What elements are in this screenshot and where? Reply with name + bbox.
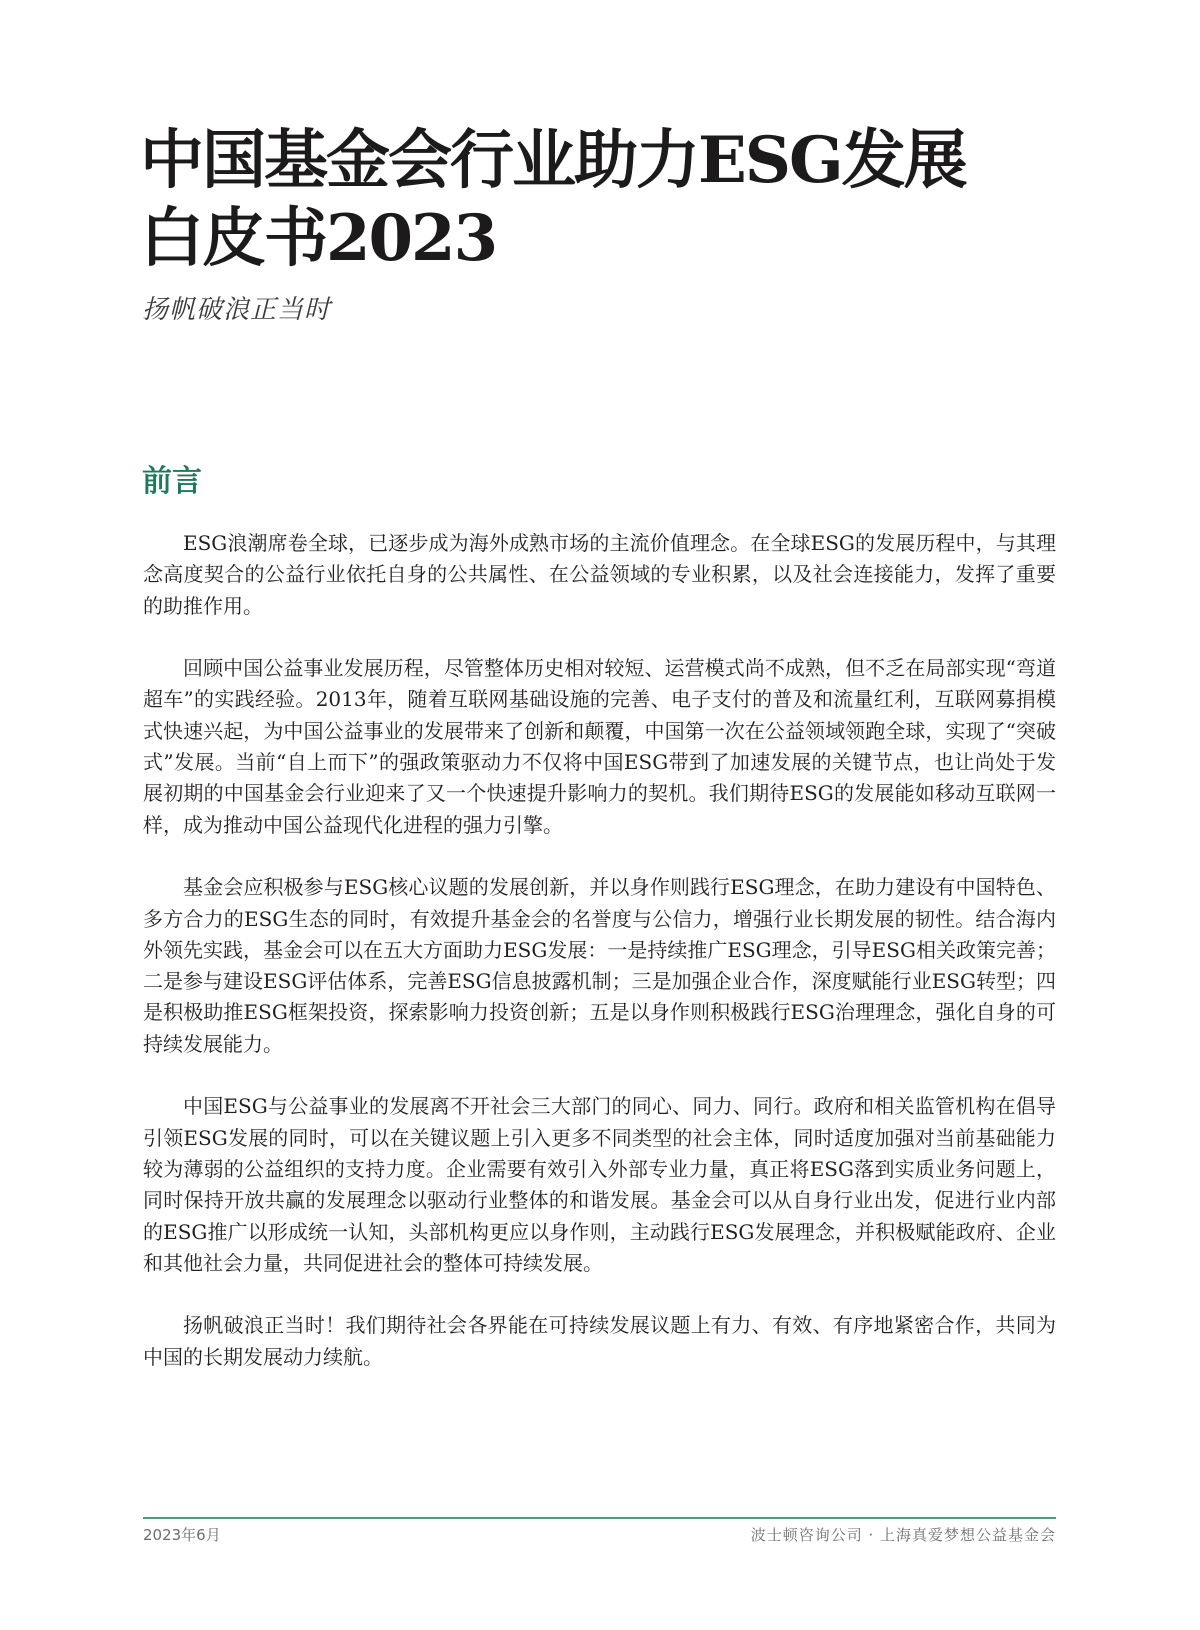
footer-publishers: 波士顿咨询公司 · 上海真爱梦想公益基金会 [750,1526,1056,1544]
document-title-line-1: 中国基金会行业助力ESG发展 [140,123,966,198]
paragraph-3: 基金会应积极参与ESG核心议题的发展创新，并以身作则践行ESG理念，在助力建设有中国特色、多方合力的ESG生态的同时，有效提升基金会的名誉度与公信力，增强行业长期发展的韧性。结合海内外领先实践，基金会可以在五大方面助力ESG发展：一是持续推广ESG理念，引导ESG相关政策完善；二是参与建设ESG评估体系，完善ESG信息披露机制；三是加强企业合作，深度赋能行业ESG转型；四是积极助推ESG框架投资，探索影响力投资创新；五是以身作则积极践行ESG治理理念，强化自身的可持续发展能力。 [143,875,1056,1056]
section-heading-foreword: 前言 [142,464,202,499]
foreword-body [143,528,1056,1404]
paragraph-1: ESG浪潮席卷全球，已逐步成为海外成熟市场的主流价值理念。在全球ESG的发展历程中，与其理念高度契合的公益行业依托自身的公共属性、在公益领域的专业积累，以及社会连接能力，发挥了重要的助推作用。 [143,531,1056,618]
paragraph-4: 中国ESG与公益事业的发展离不开社会三大部门的同心、同力、同行。政府和相关监管机构在倡导引领ESG发展的同时，可以在关键议题上引入更多不同类型的社会主体，同时适度加强对当前基础能力较为薄弱的公益组织的支持力度。企业需要有效引入外部专业力量，真正将ESG落到实质业务问题上，同时保持开放共赢的发展理念以驱动行业整体的和谐发展。基金会可以从自身行业出发，促进行业内部的ESG推广以形成统一认知，头部机构更应以身作则，主动践行ESG发展理念，并积极赋能政府、企业和其他社会力量，共同促进社会的整体可持续发展。 [143,1094,1056,1275]
footer-date: 2023年6月 [143,1526,221,1544]
paragraph-5: 扬帆破浪正当时！我们期待社会各界能在可持续发展议题上有力、有效、有序地紧密合作，共同为中国的长期发展动力续航。 [143,1313,1056,1369]
paragraph-2: 回顾中国公益事业发展历程，尽管整体历史相对较短、运营模式尚不成熟，但不乏在局部实现“弯道超车”的实践经验。2013年，随着互联网基础设施的完善、电子支付的普及和流量红利，互联网募捐模式快速兴起，为中国公益事业的发展带来了创新和颠覆，中国第一次在公益领域领跑全球，实现了“突破式”发展。当前“自上而下”的强政策驱动力不仅将中国ESG带到了加速发展的关键节点，也让尚处于发展初期的中国基金会行业迎来了又一个快速提升影响力的契机。我们期待ESG的发展能如移动互联网一样，成为推动中国公益现代化进程的强力引擎。 [143,656,1056,837]
document-title [140,122,1060,278]
document-title-line-2: 白皮书2023 [140,201,497,276]
footer-divider [143,1517,1056,1519]
document-subtitle: 扬帆破浪正当时 [142,295,332,325]
